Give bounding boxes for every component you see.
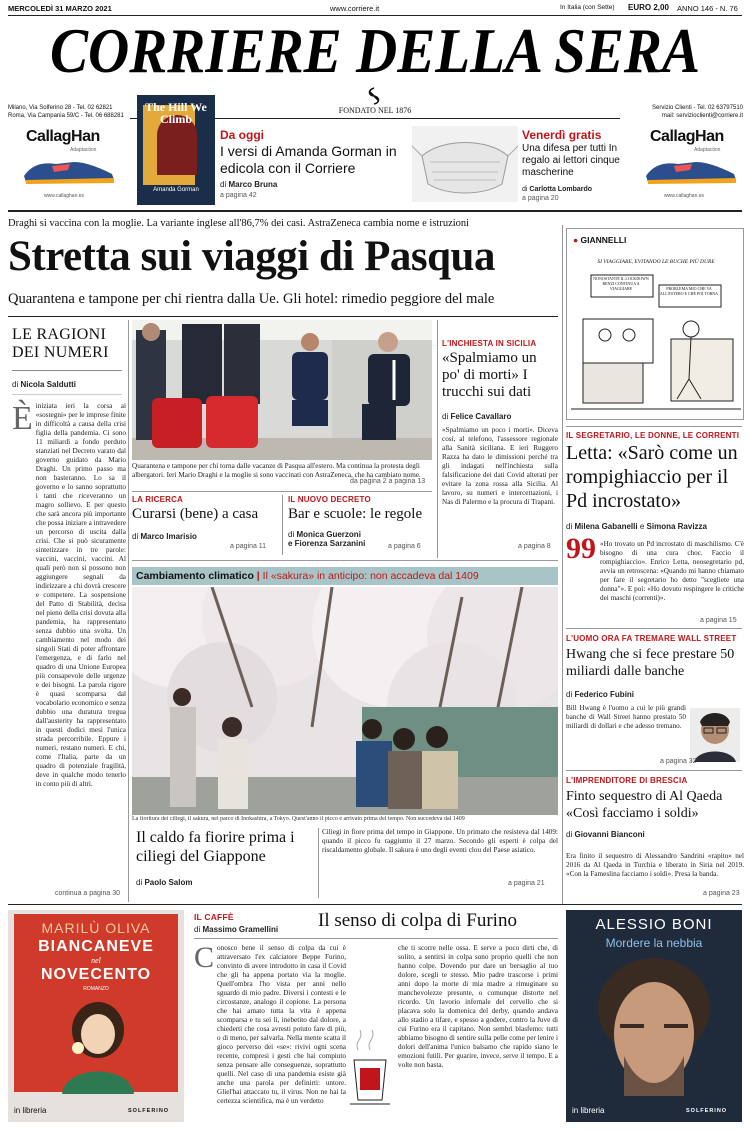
sub2-title[interactable]: Bar e scuole: le regole [288,506,423,522]
lead-pre: Draghi si vaccina con la moglie. La variante inglese all'86,7% dei casi. AstraZeneca cambia nome e istruzioni [8,218,470,229]
editorial-title[interactable]: LE RAGIONI DEI NUMERI [12,326,109,361]
sicilia-by-prefix: di [442,412,449,421]
promo-book-author: Amanda Gorman [153,187,199,193]
cartoon-bubble-2: PROBLEMA MIO CHE VA ALL'ESTERO E CHE POI TORNA [659,286,719,296]
letta-page: a pagina 15 [700,617,737,624]
sicilia-body: «Spalmiamo un poco i morti». Diceva così, al telefono, l'assessore regionale alla Sanità siciliana. E ieri Ruggero Razza ha dato le dimissioni perché tra gli indagati nell'inchiesta sulla falsificazione dei dati Covid alterati per evitare la zona rossa alla Sicilia. Al lavoro, su numeri e intercettazioni, i Nas di Palermo e la procura di Trapani. [442,426,558,506]
climate-page: a pagina 21 [508,880,545,887]
cartoon-box [566,228,744,420]
book1-title2: NOVECENTO [40,966,152,983]
price: EURO 2,00 [628,3,669,12]
ad-left-sub: Adaptaction [70,147,97,153]
book-ad-right[interactable] [566,910,742,1122]
price-note: In Italia (con Sette) [560,4,615,11]
hwang-portrait [690,708,740,762]
book2-publisher: SOLFERINO [686,1108,728,1114]
climate-label: Cambiamento climatico [136,570,254,582]
photo1-caption: Quarantena e tampone per chi torna dalle vacanze di Pasqua all'estero. Ma continua la protesta degli albergatori. Ieri Mario Draghi e la moglie si sono vaccinati con AstraZeneca, che ha cambiato nome. [132,462,421,479]
coffee-cup-icon [350,1030,390,1120]
book2-footer: in libreria [572,1106,605,1115]
promo1-text[interactable]: I versi di Amanda Gorman in edicola con il Corriere [220,143,397,176]
sub1-page: a pagina 11 [230,543,267,550]
woman-illustration [48,994,148,1094]
masthead-right-info-1: Servizio Clienti - Tel. 02 63797510 [652,105,743,111]
cartoon-line1: SI VIAGGIARE, EVITANDO LE BUCHE PIÙ DURE [597,259,715,265]
masthead-title-text: CORRIERE DELLA SERA [50,16,700,86]
issue-date: MERCOLEDÌ 31 MARZO 2021 [8,4,112,13]
book2-title: Mordere la nebbia [605,936,703,950]
book1-publisher: SOLFERINO [128,1108,170,1114]
sicilia-kicker: L'INCHIESTA IN SICILIA [442,339,537,348]
ad-left-brand: CallagHan [26,128,100,145]
sub2-author-1: Monica Guerzoni [296,530,361,539]
shoe-icon [22,154,116,186]
ad-right-sub: Adaptaction [694,147,721,153]
qaeda-kicker: L'IMPRENDITORE DI BRESCIA [566,776,688,785]
man-portrait [580,956,728,1096]
letta-kicker: IL SEGRETARIO, LE DONNE, LE CORRENTI [566,431,740,440]
climate-by-prefix: di [136,878,143,887]
sub1-title[interactable]: Curarsi (bene) a casa [132,506,259,522]
qaeda-body: Era finito il sequestro di Alessandro Sandrini «rapito» nel 2016 da Al Qaeda in Turchia e liberato in Siria nel 2019. «Con la Fameslina facciamo i soldi». Presa la banda. [566,852,744,878]
hwang-page: a pagina 32 [660,758,697,765]
qaeda-author: Giovanni Bianconi [574,830,645,839]
masthead-left-info-2: Roma, Via Campania 59/C - Tel. 06 688281 [8,113,124,119]
sub2-kicker: IL NUOVO DECRETO [288,495,371,504]
hwang-author: Federico Fubini [574,690,635,699]
promo2-text[interactable]: Una difesa per tutti In regalo ai lettori cinque mascherine [522,143,620,178]
qaeda-title[interactable]: Finto sequestro di Al Qaeda «Così facciamo i soldi» [566,789,723,821]
mask-photo [412,126,518,202]
editorial-body-wrap [12,402,126,892]
caffe-kicker: IL CAFFÈ [194,912,234,922]
promo1-by-prefix: di [220,180,227,189]
masthead-left-info-1: Milano, Via Solferino 28 - Tel. 02 62821 [8,105,113,111]
lead-headline[interactable]: Stretta sui viaggi di Pasqua [8,233,495,280]
caffe-dropcap: C [194,941,215,974]
hwang-title[interactable]: Hwang che si fece prestare 50 miliardi dalle banche [566,647,735,679]
editorial-body: iniziata ieri la corsa ai «sostegni» per le imprese finite in difficoltà a causa della crisi figlia della pandemia. Ci sono 11 miliardi a fondo perduto stanziati nel Decreto varato dal governo guidato da Mario Draghi. Un primo passo ma non basteranno. Lo sa il governo e lo sanno soprattutto i tanti che riceveranno un magro sollievo. E per questo che sarà ancora più importante che possa iniziare a intravedere un percorso di uscita dalla crisi. Che si può sicuramente sintetizzare in tre parole: vaccini, vaccini, vaccini. Al quali però non si possono non aggiungere segnali da indirizzare a chi dovrà crescere e competere. La sospensione del Patto di Stabilità, decisa nel pieno della crisi dovuta alla pandemia, ha rappresentato senza dubbio una svolta. Un cambiamento nel modo dei singoli Stati di poter affrontare l'emergenza, e di farlo nel quadro di una Unione Europea più consapevole delle urgenze e dei bisogni. La parola rigore è quasi scomparsa dal vocabolario economico e senza dubbio una duratura tregua dall'austerity ha rappresentato in questi dodici mesi l'unica strada percorribile. Eppure i numeri, restano numeri. E chi, come l'Italia, parte da un quadro di potenziale fragilità, deve in qualche modo tenerlo in conto più di altri. [35,402,126,788]
letta-joiner: e [639,522,645,531]
qaeda-page: a pagina 23 [703,890,740,897]
editorial-dropcap: È [12,400,33,437]
letta-author-1: Milena Gabanelli [574,522,638,531]
book1-genre: ROMANZO [83,986,109,992]
record-dot-icon: ● [573,235,579,245]
caffe-author: Massimo Gramellini [202,925,279,934]
climate-title[interactable]: Il «sakura» in anticipo: non accadeva dal 1409 [262,570,479,582]
caffe-by-prefix: di [194,925,201,934]
book2-author: ALESSIO BONI [595,916,713,933]
sub2-page: a pagina 6 [388,543,421,550]
climate-author: Paolo Salom [144,878,193,887]
ad-left-site: www.callaghan.es [44,193,85,199]
caffe-col2: che ti scorre nelle ossa. E serve a poco dirti che, di solito, a sentirsi in colpa sono proprio quelli che non hanno colpe. Dovendo pur dare un bersaglio al tuo dolore, scegli te stesso. Mio padre trascorse i primi anni dopo la morte di mia madre a rimuginare su manchevolezze presunte, o comunque distorte nel ricordo. Un lavorio infernale del cervello che si placava solo la domenica del derby, quando andava allo stadio a tifare, e spesso a godere, contro la Juve di cui Furino era il capitano. Non sembri blasfemo: tutti abbiamo bisogno di sentire sulla pelle come per lenire i dolori dell'anima l'unico balsamo che rapido siano le emozioni futili. Per guarire, invece, serve il tempo. E a volte non basta. [398,944,558,1069]
promo1-kicker: Da oggi [220,128,264,142]
promo2-author: Carlotta Lombardo [529,186,593,193]
sub1-by-prefix: di [132,532,139,541]
promo2-page: a pagina 20 [522,195,559,202]
lead-subhead: Quarantena e tampone per chi rientra dalla Ue. Gli hotel: rimedio peggiore del male [8,291,495,307]
ad-left[interactable] [8,120,130,205]
letta-author-2: Simona Ravizza [646,522,707,531]
book1-title1: BIANCANEVE [38,938,154,955]
caffe-col1-wrap [194,941,346,1120]
climate-caption: La fioritura dei ciliegi, il sakura, nel parco di Inokashira, a Tokyo. Quest'anno il picco è arrivato prima del tempo. Non succedeva dal 1409 [132,816,465,822]
caffe-col1: onosco bene il senso di colpa da cui è attraversato l'ex calciatore Beppe Furino, convinto di avere introdotto in casa il Covid che gli ha appena portato via la moglie. Quell'ombra l'ho vista per anni nello sguardo di mio padre. Diversi i contesti e le circostanze, analogo il copione. La persona che hai amato tutta la vita è appena scomparsa e tu sei lì, inebetito dal dolore, a chiederti che cosa avresti potuto fare di più, o di meno, per salvarla. Nella mente scatta il gioco perverso dei «se»: rivivi ogni scena recente, compresi i gesti che hai compiuto senza pensare alle conseguenze, soprattutto quelli. Nel caso di una pandemia esiste già anche una parola per definirti: untore. Gliel'hai attaccato tu, il virus. Non ne hai la certezza scientifica, ma è un verdetto [217,944,346,1105]
sub2-by-prefix: di [288,530,295,539]
ad-right-brand: CallagHan [650,128,724,145]
sub1-kicker: LA RICERCA [132,495,184,504]
qaeda-by-prefix: di [566,830,573,839]
masthead-emblem-icon [364,86,384,106]
climate-bar: Cambiamento climatico | Il «sakura» in anticipo: non accadeva dal 1409 [132,567,558,585]
sicilia-author: Felice Cavallaro [450,412,512,421]
book-ad-left[interactable] [8,910,184,1122]
promo1-page: a pagina 42 [220,192,257,199]
sicilia-page: a pagina 8 [518,543,551,550]
issue-number: ANNO 146 - N. 76 [677,4,738,13]
shoe-icon [644,154,738,186]
climate-headline[interactable]: Il caldo fa fiorire prima i ciliegi del Giappone [136,829,295,865]
sub1-author: Marco Imarisio [140,532,197,541]
letta-title[interactable]: Letta: «Sarò come un rompighiaccio per il Pd incrostato» [566,442,738,512]
cartoon-bubble: NONOSTANTE IL LOCKDOWN RENZI CONTINUA A VIAGGIARE [593,276,649,291]
masthead-title [0,16,750,86]
editorial-continue[interactable]: continua a pagina 30 [55,890,120,897]
photo1-pages: da pagina 2 a pagina 13 [350,478,426,485]
hwang-kicker: L'UOMO ORA FA TREMARE WALL STREET [566,634,737,643]
sakura-photo [132,587,558,815]
caffe-title[interactable]: Il senso di colpa di Furino [318,910,517,931]
book1-footer: in libreria [14,1106,47,1115]
ad-right[interactable] [624,120,742,205]
promo1-author: Marco Bruna [228,180,278,189]
promo-book-title: The Hill We Climb [145,100,207,126]
sub2-author-2: e Fiorenza Sarzanini [288,539,366,548]
promo2-by-prefix: di [522,186,528,193]
book1-title-mid: nel [91,956,101,965]
quote-icon: 99 [566,532,596,565]
ad-right-site: www.callaghan.es [664,193,705,199]
draghi-photo [132,320,432,460]
climate-body: Ciliegi in fiore prima del tempo in Giappone. Un primato che resisteva dal 1409: quando il picco fu raggiunto il 27 marzo. Secondo gli esperti è colpa del riscaldamento globale. Il sakura è uno degli eventi clou del Paese asiatico. [322,828,558,854]
promo2-kicker: Venerdì gratis [522,128,602,142]
site-url[interactable]: www.corriere.it [330,4,380,13]
editorial-by-prefix: di [12,380,19,389]
editorial-author: Nicola Saldutti [20,380,77,389]
letta-by-prefix: di [566,522,573,531]
book1-author: MARILÙ OLIVA [41,920,151,936]
hwang-body: Bill Hwang è l'uomo a cui le più grandi banche di Wall Street hanno prestato 50 miliardi di dollari e che adesso tremano. [566,704,686,730]
founded: FONDATO NEL 1876 [338,106,412,115]
giannelli-label: GIANNELLI [580,235,627,245]
letta-body: «Ho trovato un Pd incrostato di maschilismo. C'è bisogno di una cura choc. Faccio il rompighiaccio». Enrico Letta, neosegretario pd, avvia un retroscena: «Quando mi hanno chiamato per fare il segretario ho detto "scegliete una donna"». E poi: «Ho dovuto respingere le critiche dei maschi (correnti)». [600,540,744,602]
promo-book-cover [137,95,215,205]
masthead-right-info-2: mail: servizioclienti@corriere.it [661,113,743,119]
hwang-by-prefix: di [566,690,573,699]
sicilia-title[interactable]: «Spalmiamo un po' di morti» I trucchi sui dati [442,350,537,400]
